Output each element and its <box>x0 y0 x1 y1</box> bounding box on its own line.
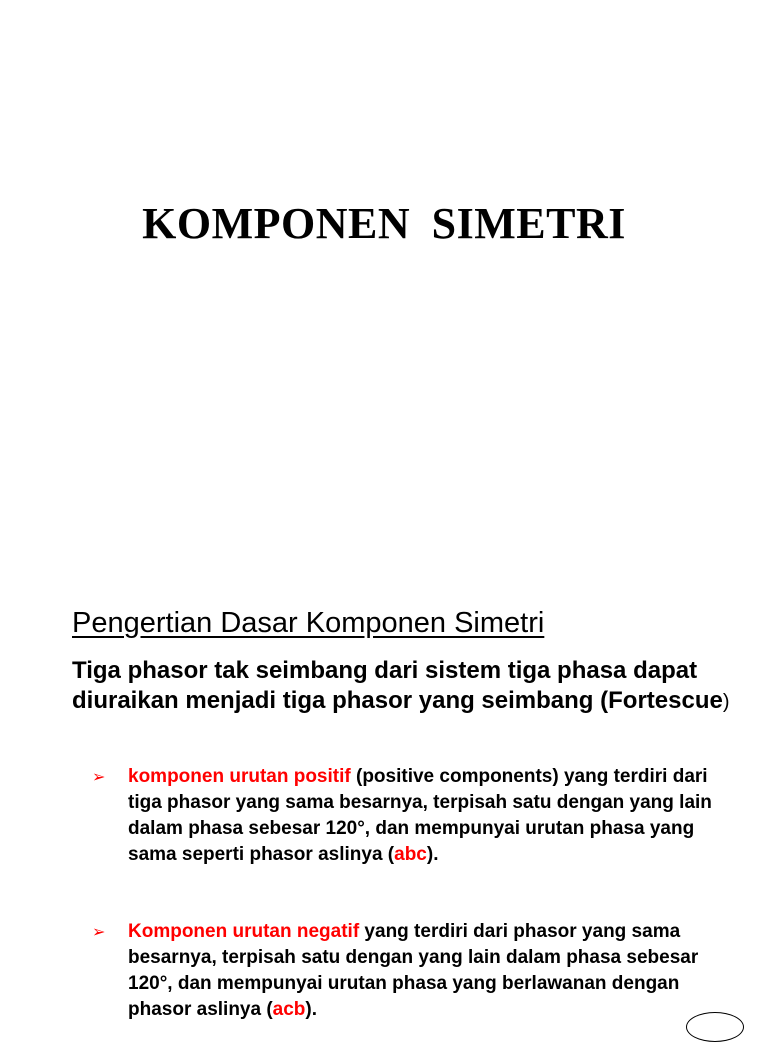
section-heading: Pengertian Dasar Komponen Simetri <box>72 607 545 639</box>
bullet-positive-sequence <box>92 764 732 868</box>
bullet-body: yang terdiri dari phasor yang sama besarnya, terpisah satu dengan yang lain dalam phasa sebesar 120°, dan mempunyai urutan phasa yang berlawanan dengan phasor aslinya ( <box>128 921 699 1020</box>
bullet-negative-sequence <box>92 919 732 1023</box>
bullet-highlight: komponen urutan positif <box>128 766 351 787</box>
page-number-oval <box>686 1012 744 1042</box>
phase-sequence-code: abc <box>394 844 427 865</box>
bullet-text <box>128 764 732 868</box>
bullet-ending: ). <box>305 999 318 1020</box>
intro-paragraph <box>72 656 732 717</box>
bullet-highlight: Komponen urutan negatif <box>128 921 360 942</box>
arrow-bullet-icon: ➢ <box>92 767 106 786</box>
intro-text: Tiga phasor tak seimbang dari sistem tiga phasa dapat diuraikan menjadi tiga phasor yang seimbang (Fortescue <box>72 657 723 714</box>
bullet-body: (positive components) yang terdiri dari tiga phasor yang sama besarnya, terpisah satu dengan yang lain dalam phasa sebesar 120°, dan mempunyai urutan phasa yang sama seperti phasor aslinya ( <box>128 766 712 865</box>
arrow-bullet-icon: ➢ <box>92 922 106 941</box>
slide-title: KOMPONEN SIMETRI <box>142 199 626 248</box>
bullet-ending: ). <box>426 844 439 865</box>
bullet-text <box>128 919 732 1023</box>
intro-closing-paren: ) <box>722 691 730 713</box>
phase-sequence-code: acb <box>272 999 306 1020</box>
